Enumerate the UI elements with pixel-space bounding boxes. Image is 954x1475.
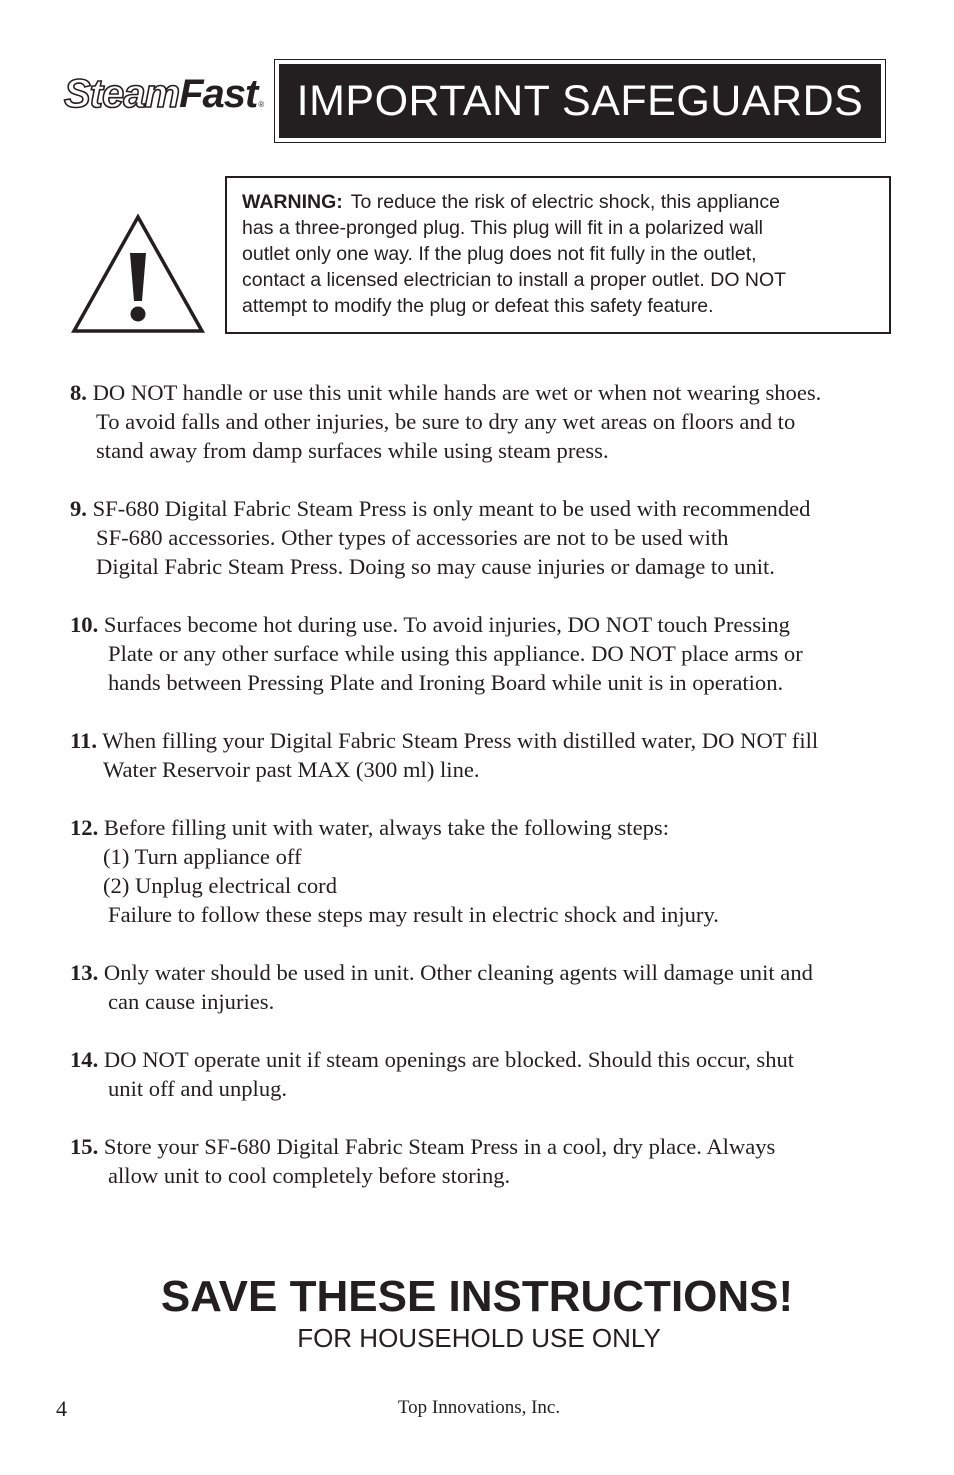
warning-text: To reduce the risk of electric shock, this appliance xyxy=(350,191,780,213)
registered-mark: ® xyxy=(258,100,265,109)
item-text: Plate or any other surface while using this appliance. DO NOT place arms or xyxy=(108,641,803,666)
safeguard-list xyxy=(70,378,900,1219)
item-text: Store your SF-680 Digital Fabric Steam Press in a cool, dry place. Always xyxy=(103,1134,776,1159)
title-box xyxy=(279,64,881,138)
steamfast-logo xyxy=(64,72,264,116)
item-text: DO NOT operate unit if steam openings are blocked. Should this occur, shut xyxy=(103,1047,795,1072)
warning-label: WARNING: xyxy=(242,191,343,213)
warning-line: contact a licensed electrician to install a proper outlet. DO NOT xyxy=(242,269,787,291)
page-number: 4 xyxy=(56,1396,67,1421)
item-number: 11. xyxy=(70,728,97,753)
item-text: stand away from damp surfaces while using steam press. xyxy=(96,438,609,463)
item-step: (2) Unplug electrical cord xyxy=(103,873,337,898)
item-text: To avoid falls and other injuries, be sure to dry any wet areas on floors and to xyxy=(96,409,796,434)
household-use-note: FOR HOUSEHOLD USE ONLY xyxy=(297,1323,661,1353)
item-text: allow unit to cool completely before storing. xyxy=(108,1163,511,1188)
safeguard-item-10 xyxy=(70,610,900,697)
item-text: SF-680 Digital Fabric Steam Press is only meant to be used with recommended xyxy=(92,496,811,521)
item-text: unit off and unplug. xyxy=(108,1076,288,1101)
item-step: (1) Turn appliance off xyxy=(103,844,302,869)
safeguard-item-8 xyxy=(70,378,900,465)
safeguard-item-11 xyxy=(70,726,900,784)
item-text: Water Reservoir past MAX (300 ml) line. xyxy=(103,757,480,782)
page-title: IMPORTANT SAFEGUARDS xyxy=(296,76,864,125)
item-text: DO NOT handle or use this unit while hands are wet or when not wearing shoes. xyxy=(92,380,822,405)
company-footer: Top Innovations, Inc. xyxy=(397,1397,561,1418)
item-number: 10. xyxy=(70,612,99,637)
warning-line: outlet only one way. If the plug does not fit fully in the outlet, xyxy=(242,243,757,265)
safeguard-item-13 xyxy=(70,958,900,1016)
safeguard-item-15 xyxy=(70,1132,900,1190)
warning-line xyxy=(242,189,875,215)
warning-triangle-icon xyxy=(70,213,206,335)
item-number: 14. xyxy=(70,1047,99,1072)
item-text: Surfaces become hot during use. To avoid injuries, DO NOT touch Pressing xyxy=(103,612,790,637)
item-text: Before filling unit with water, always take the following steps: xyxy=(103,815,669,840)
item-text: Failure to follow these steps may result in electric shock and injury. xyxy=(108,902,719,927)
safeguard-item-12 xyxy=(70,813,900,929)
warning-line: has a three-pronged plug. This plug will fit in a polarized wall xyxy=(242,217,764,239)
safeguard-item-14 xyxy=(70,1045,900,1103)
item-number: 13. xyxy=(70,960,99,985)
logo-fast-text: Fast xyxy=(179,72,258,116)
save-instructions-heading: SAVE THESE INSTRUCTIONS! xyxy=(160,1272,794,1321)
item-number: 8. xyxy=(70,380,87,405)
item-text: Digital Fabric Steam Press. Doing so may cause injuries or damage to unit. xyxy=(96,554,775,579)
safeguard-item-9 xyxy=(70,494,900,581)
warning-box xyxy=(225,176,891,334)
item-text: hands between Pressing Plate and Ironing Board while unit is in operation. xyxy=(108,670,784,695)
item-text: Only water should be used in unit. Other cleaning agents will damage unit and xyxy=(103,960,813,985)
item-number: 12. xyxy=(70,815,99,840)
title-banner xyxy=(274,59,886,143)
item-text: When filling your Digital Fabric Steam Press with distilled water, DO NOT fill xyxy=(102,728,819,753)
item-text: can cause injuries. xyxy=(108,989,275,1014)
logo-steam-text: Steam xyxy=(64,72,180,116)
item-number: 9. xyxy=(70,496,87,521)
item-number: 15. xyxy=(70,1134,99,1159)
warning-line: attempt to modify the plug or defeat this safety feature. xyxy=(242,295,714,317)
item-text: SF-680 accessories. Other types of accessories are not to be used with xyxy=(96,525,729,550)
